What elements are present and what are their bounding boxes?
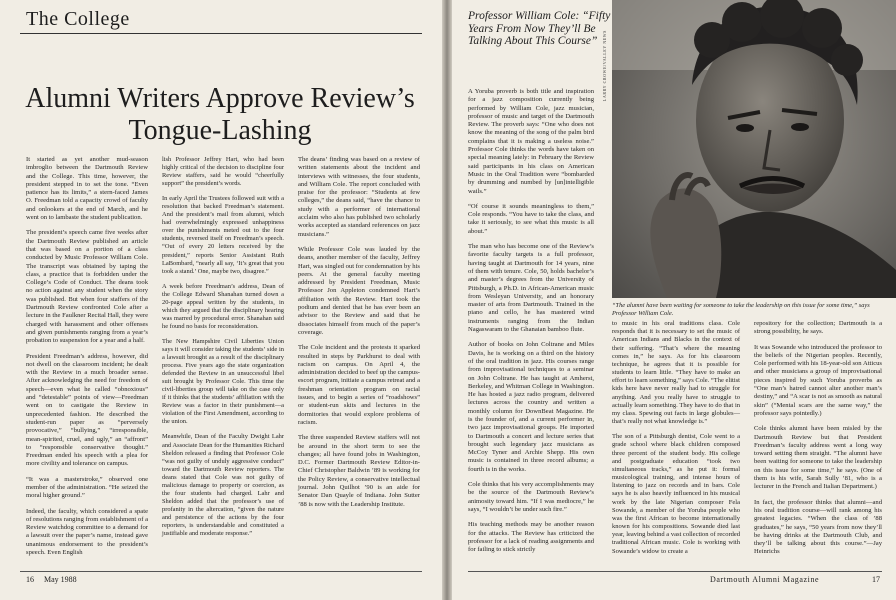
paragraph: It started as yet another mud-season imbroglio between the Dartmouth Review and the College. This time, however, the president stepped in to set the tone. “Even patience has its limits,” a stern-faced James O. Freedman told a capacity crowd of faculty and onlookers at the end of March, and he went on to lambaste the student publication.	[26, 156, 148, 222]
article-headline: Alumni Writers Approve Review’s Tongue-Lashing	[25, 82, 415, 146]
paragraph: A week before Freedman’s address, Dean of the College Edward Shanahan turned down a 20-page appeal written by the students, in which they argued that the disciplinary hearing was marred by procedural error. Shanahan said he found no basis for reconsideration.	[162, 282, 284, 330]
paragraph: In fact, the professor thinks that alumni—and his oral tradition course—will rank among his greatest legacies. “When the class of ’88 graduates,” he says, “50 years from now they’ll be having drinks at the Dartmouth Club, and they’ll be talking about this course.”—Jay Heinrichs	[754, 498, 882, 556]
right-column-3	[754, 320, 882, 564]
page-number: 16	[26, 575, 34, 584]
paragraph: The Cole incident and the protests it sparked resulted in steps by Parkhurst to deal with racism on campus. On April 4, the administration decided to beef up the campus-escort program, initiate a campus retreat and a freshman orientation program on racial issues, and to begin a series of “roadshows” or student-run skits and lectures in the dormitories that would explore problems of racism.	[298, 344, 420, 426]
photo-credit: LARRY CROWE/VALLEY NEWS	[602, 30, 607, 102]
paragraph: In early April the Trustees followed suit with a resolution that backed Freedman’s statement. And the president’s mail from alumni, which had overwhelmingly expressed unhappiness over the punishments meted out to the four students, reversed itself on Freedman’s speech. “Out of every 20 letters received by the president,” reports Senior Assistant Ruth LaBombard, “nearly all say, ‘It’s great that you took a stand.’ One, maybe two, disagree.”	[162, 195, 284, 275]
paragraph: The son of a Pittsburgh dentist, Cole went to a grade school where black children composed three percent of the student body. His college and postgraduate education “took two simultaneous tracks,” as he put it: formal musicological training, and intense hours of listening to jazz on records and in bars. Cole says he is also heavily influenced in his musical work by the late Nigerian composer Fela Sowande, a member of the Yoruba people who was the first African to become internationally known for his compositions. Sowande died last year, leaving behind a vast collection of recorded traditional African music. Cole is working with Sowande’s widow to create a	[612, 433, 740, 555]
paragraph: to music in his oral traditions class. Cole responds that it is necessary to set the music of American Indians and Blacks in the context of their suffering. “That’s where the meaning comes in,” he says. As for his classroom technique, he agrees that it is possible for students to learn little. “They have to make an effort to learn something,” says Cole. “The elitist kids here have never really had to struggle for anything. And you really have to struggle to actually learn something. They have to do that in my class. Spewing out facts in large globules—that’s really not what knowledge is.”	[612, 320, 740, 426]
paragraph: The New Hampshire Civil Liberties Union says it will consider taking the students’ side in a lawsuit brought as a result of the disciplinary process. Five years ago the state organization defended the Review in an unsuccessful libel suit brought by Professor Cole. This time the civil-liberties group will take on the case only if it thinks that the students’ affiliation with the Review was a factor in their punishment—a violation of the First Amendment, according to the union.	[162, 337, 284, 426]
paragraph: Indeed, the faculty, which considered a spate of resolutions ranging from establishment of a Review watchdog committee to a demand for a lawsuit over the paper’s name, instead gave unanimous endorsement to the president’s speech. Even English	[26, 507, 148, 557]
page-number: 17	[872, 575, 880, 584]
footer-rule	[20, 571, 422, 572]
paragraph: “Of course it sounds meaningless to them,” Cole responds. “You have to take the class, and take it seriously, to see what this music is all about.”	[468, 202, 594, 235]
paragraph: A Yoruba proverb is both title and inspiration for a jazz composition currently being performed by William Cole, jazz musician, professor of music and target of the Dartmouth Review. The proverb says: “One who does not know the meaning of the song of the palm bird complains that it is making a useless noise.” Professor Cole thinks the words have taken on special meaning lately: in February the Review said participants in his class on American Music in the Oral Tradition were “bombarded by drumming and numbed by [un]intelligible wails.”	[468, 88, 594, 195]
binding-gutter	[442, 0, 452, 600]
paragraph: Cole thinks that his very accomplishments may be the source of the Dartmouth Review’s animosity toward him. “If I was mediocre,” he says, “I wouldn’t be under such fire.”	[468, 481, 594, 513]
cole-portrait-photo	[612, 0, 896, 298]
paragraph: The man who has become one of the Review’s favorite faculty targets is a full professor, having taught at Dartmouth for 14 years, nine of them with tenure. Cole, 50, holds bachelor’s and master’s degrees from the University of Pittsburgh, a Ph.D. in African-American music from Wesleyan University, and an honorary master of arts from Dartmouth. Trained in the piano and cello, he has mastered wind instruments ranging from the Indian Nagaswaram to the Ghanaian bamboo flute.	[468, 243, 594, 334]
paragraph: lish Professor Jeffrey Hart, who had been highly critical of the decision to discipline four Review staffers, said he would “cheerfully support” the president’s words.	[162, 156, 284, 188]
section-title: The College	[26, 8, 130, 30]
issue-date: May 1988	[44, 575, 77, 584]
paragraph: President Freedman’s address, however, did not dwell on the classroom incident; he dealt with the Review in a much broader sense. After acknowledging the need for freedom of speech—even what he called “obnoxious” and “detestable” points of view—Freedman went on to castigate the Review in unprecedented fashion. He described the student-run paper as “perversely provocative,” “bullying,” “irresponsible, mean-spirited, cruel, and ugly,” an “affront” to “responsible conservative thought.” Freedman ended his speech with a plea for more civility and tolerance on campus.	[26, 352, 148, 468]
paragraph: “It was a masterstroke,” observed one member of the administration. “He seized the moral higher ground.”	[26, 475, 148, 500]
paragraph: It was Sowande who introduced the professor to the beliefs of the Nigerian peoples. Recently, Cole performed with his 18-year-old son Atticus and other musicians a group of improvisational pieces inspired by such Yoruba proverbs as “One man’s hatred cannot alter another man’s destiny,” and “A scar is not as smooth as natural skin” (“Mental scars are the same way,” the professor says pointedly.)	[754, 343, 882, 417]
paragraph: The president’s speech came five weeks after the Dartmouth Review published an article that was based on a portion of a class conducted by Music Professor William Cole. The transcript was obtained by taping the class, a practice that is forbidden under the College’s Code of Conduct. The deans took no action against any student when the story was published. But when four staffers of the Dartmouth Review confronted Cole after a lecture in the Faulkner Recital Hall, they were charged with harassment and other offenses and given punishments ranging from a year’s probation to suspension for a year and a half.	[26, 229, 148, 345]
section-rule	[20, 33, 422, 34]
paragraph: Cole thinks alumni have been misled by the Dartmouth Review but that President Freedman’s faculty address went a long way toward setting them straight. “The alumni have been waiting for someone to take the leadership on this issue for some time,” he says. (One of them is his wife, Sarah Sully ’81, who is a lecturer in the French and Italian Department.)	[754, 425, 882, 491]
left-column-2	[162, 156, 284, 545]
left-column-3	[298, 156, 420, 516]
sidebar-title: Professor William Cole: “Fifty Years From Now They’ll Be Talking About This Course”	[468, 10, 611, 47]
left-column-1	[26, 156, 148, 564]
right-column-1	[468, 88, 594, 561]
magazine-name: Dartmouth Alumni Magazine	[710, 575, 820, 584]
paragraph: Author of books on John Coltrane and Miles Davis, he is working on a third on the history of the oral tradition in jazz. His courses range from improvisational techniques to a seminar on John Coltrane. He has taught at Amherst, Berkeley, and Whitman College in Washington. He has hosted a jazz radio program, delivered lectures across the country and written a monthly column for DownBeat Magazine. He is the founder of, and a current performer in, two jazz improvisational groups. He imported to Dartmouth a concert and lecture series that brought such legendary jazz musicians as McCoy Tyner and Archie Shepp. His own music is contained in three record albums; a fourth is in the works.	[468, 341, 594, 473]
paragraph: Meanwhile, Dean of the Faculty Dwight Lahr and Associate Dean for the Humanities Richard Sheldon released a finding that Professor Cole “was not guilty of unduly aggressive conduct” toward the Dartmouth Review reporters. The deans stated that Cole was not guilty of malicious damage to property or coercion, as the four students had charged. Lahr and Sheldon added that the professor’s use of profanity in the altercation, “given the nature and persistence of the actions by the four reporters, is understandable and constituted a justifiable and moderate response.”	[162, 433, 284, 538]
paragraph: The deans’ finding was based on a review of written statements about the incident and interviews with witnesses, the four students, and William Cole. The report concluded with praise for the professor: “Students at few colleges,” the deans said, “have the chance to study with a performer of international acclaim who also has published two scholarly works accepted as standard references on jazz musicians.”	[298, 156, 420, 238]
footer-rule	[468, 571, 882, 572]
paragraph: His teaching methods may be another reason for the attacks. The Review has criticized the professor for a lack of reading assignments and for failing to stick strictly	[468, 521, 594, 554]
left-page	[0, 0, 442, 600]
right-page	[452, 0, 896, 600]
photo-caption: “The alumni have been waiting for someone to take the leadership on this issue for some time,” says Professor William Cole.	[612, 302, 870, 317]
paragraph: repository for the collection; Dartmouth is a strong possibility, he says.	[754, 320, 882, 336]
paragraph: The three suspended Review staffers will not be around in the short term to see the changes; all have found jobs in Washington, D.C. Former Dartmouth Review Editor-in-Chief Christopher Baldwin ’89 is working for the Policy Review, a conservative intellectual journal. John Quilhot ’90 is an aide for Senator Dan Quayle of Indiana. John Sutter ’88 is now with the Leadership Institute.	[298, 434, 420, 508]
right-column-2	[612, 320, 740, 563]
paragraph: While Professor Cole was lauded by the deans, another member of the faculty, Jeffrey Hart, was singled out for condemnation by his peers. At the general faculty meeting addressed by President Freedman, Music Professor Jon Appleton condemned Hart’s affiliation with the Review. Hart took the podium and denied that he has ever been an advisor to the Review and said that he dissociates himself from much of the paper’s coverage.	[298, 245, 420, 336]
